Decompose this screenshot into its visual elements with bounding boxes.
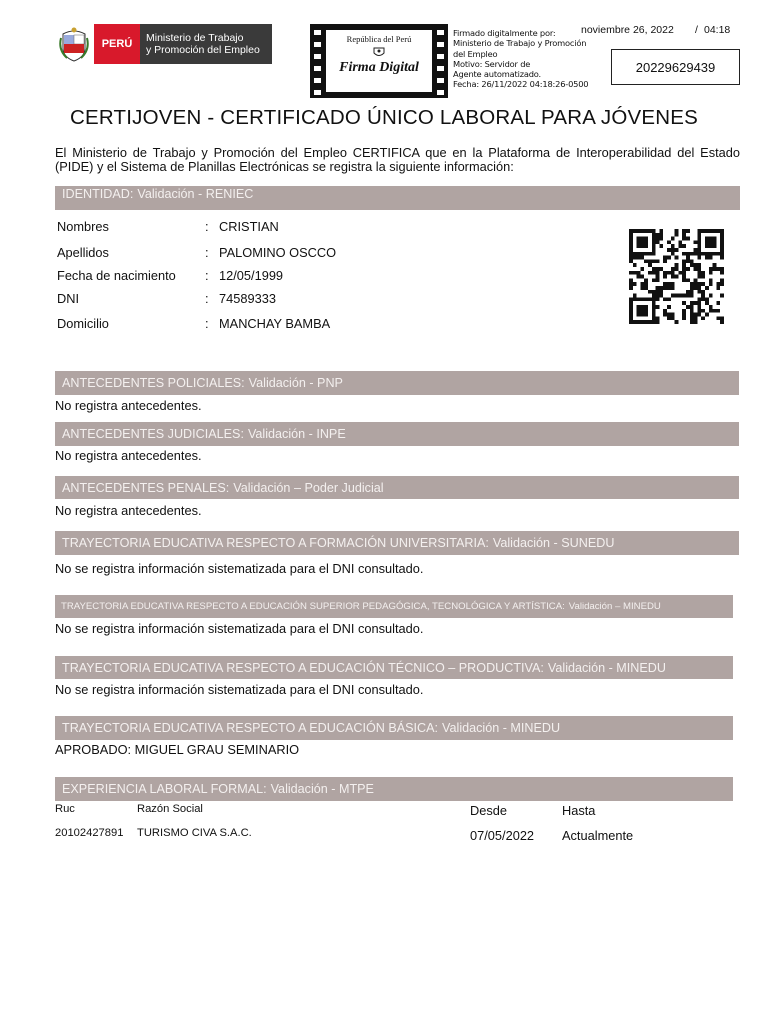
signature-details: Firmado digitalmente por: Ministerio de Trabajo y Promoción del Empleo Motivo: Servidor de Agente automatizado. Fecha: 26/11/2022 04:18:26-0500 bbox=[453, 28, 589, 90]
section-header-universitaria: TRAYECTORIA EDUCATIVA RESPECTO A FORMACIÓN UNIVERSITARIA: Validación - SUNEDU bbox=[55, 531, 739, 555]
column-header-desde: Desde bbox=[470, 803, 507, 818]
field-label-birthdate: Fecha de nacimiento bbox=[57, 268, 176, 283]
field-colon: : bbox=[205, 291, 209, 306]
section-header-tecnico: TRAYECTORIA EDUCATIVA RESPECTO A EDUCACIÓN TÉCNICO – PRODUCTIVA: Validación - MINEDU bbox=[55, 656, 733, 679]
section-text-basica: APROBADO: MIGUEL GRAU SEMINARIO bbox=[55, 742, 300, 757]
section-text-penales: No registra antecedentes. bbox=[55, 503, 202, 518]
field-value-birthdate: 12/05/1999 bbox=[219, 268, 284, 283]
ministry-logo: Ministerio de Trabajo y Promoción del Empleo bbox=[140, 24, 272, 64]
column-header-razon-social: Razón Social bbox=[137, 803, 203, 815]
qr-code-icon bbox=[627, 229, 726, 324]
column-header-ruc: Ruc bbox=[55, 803, 75, 815]
field-label-nombres: Nombres bbox=[57, 219, 109, 234]
section-header-judiciales: ANTECEDENTES JUDICIALES: Validación - INPE bbox=[55, 422, 739, 446]
page-title: CERTIJOVEN - CERTIFICADO ÚNICO LABORAL PARA JÓVENES bbox=[70, 106, 698, 129]
field-value-domicilio: MANCHAY BAMBA bbox=[219, 316, 331, 331]
field-colon: : bbox=[205, 268, 209, 283]
field-label-domicilio: Domicilio bbox=[57, 316, 109, 331]
field-value-apellidos: PALOMINO OSCCO bbox=[219, 245, 337, 260]
table-cell-desde: 07/05/2022 bbox=[470, 828, 535, 843]
section-text-superior: No se registra información sistematizada para el DNI consultado. bbox=[55, 621, 424, 636]
document-id-box: 20229629439 bbox=[611, 49, 740, 85]
section-header-penales: ANTECEDENTES PENALES: Validación – Poder Judicial bbox=[55, 476, 739, 499]
field-colon: : bbox=[205, 219, 209, 234]
section-header-policiales: ANTECEDENTES POLICIALES: Validación - PNP bbox=[55, 371, 739, 395]
field-label-apellidos: Apellidos bbox=[57, 245, 109, 260]
section-text-tecnico: No se registra información sistematizada para el DNI consultado. bbox=[55, 682, 424, 697]
peru-logo: PERÚ bbox=[94, 24, 140, 64]
field-label-dni: DNI bbox=[57, 291, 80, 306]
column-header-hasta: Hasta bbox=[562, 803, 596, 818]
table-cell-hasta: Actualmente bbox=[562, 828, 634, 843]
section-header-superior: TRAYECTORIA EDUCATIVA RESPECTO A EDUCACIÓN SUPERIOR PEDAGÓGICA, TECNOLÓGICA Y ARTÍSTICA: Validación – MINEDU bbox=[55, 595, 733, 618]
section-text-universitaria: No se registra información sistematizada para el DNI consultado. bbox=[55, 561, 424, 576]
intro-paragraph: El Ministerio de Trabajo y Promoción del Empleo CERTIFICA que en la Plataforma de Interoperabilidad del Estado (PIDE) y el Sistema de Planillas Electrónicas se registra la siguiente información: bbox=[55, 145, 740, 174]
date-time-separator: / bbox=[695, 24, 698, 36]
digital-signature-stamp bbox=[310, 24, 448, 98]
table-cell-ruc: 20102427891 bbox=[55, 827, 124, 839]
emblem-icon bbox=[372, 46, 386, 58]
field-value-nombres: CRISTIAN bbox=[219, 219, 279, 234]
section-header-experiencia: EXPERIENCIA LABORAL FORMAL: Validación - MTPE bbox=[55, 777, 733, 801]
stamp-country: República del Perú bbox=[346, 34, 412, 44]
peru-coat-of-arms-icon bbox=[57, 24, 91, 64]
field-colon: : bbox=[205, 245, 209, 260]
field-colon: : bbox=[205, 316, 209, 331]
section-header-identity: IDENTIDAD: Validación - RENIEC bbox=[55, 186, 740, 210]
stamp-title: Firma Digital bbox=[339, 60, 419, 75]
issue-date: noviembre 26, 2022 bbox=[581, 24, 674, 36]
table-cell-razon-social: TURISMO CIVA S.A.C. bbox=[137, 827, 252, 839]
section-text-judiciales: No registra antecedentes. bbox=[55, 448, 202, 463]
field-value-dni: 74589333 bbox=[219, 291, 276, 306]
section-header-basica: TRAYECTORIA EDUCATIVA RESPECTO A EDUCACIÓN BÁSICA: Validación - MINEDU bbox=[55, 716, 733, 740]
issue-time: 04:18 bbox=[704, 24, 731, 36]
section-text-policiales: No registra antecedentes. bbox=[55, 398, 202, 413]
